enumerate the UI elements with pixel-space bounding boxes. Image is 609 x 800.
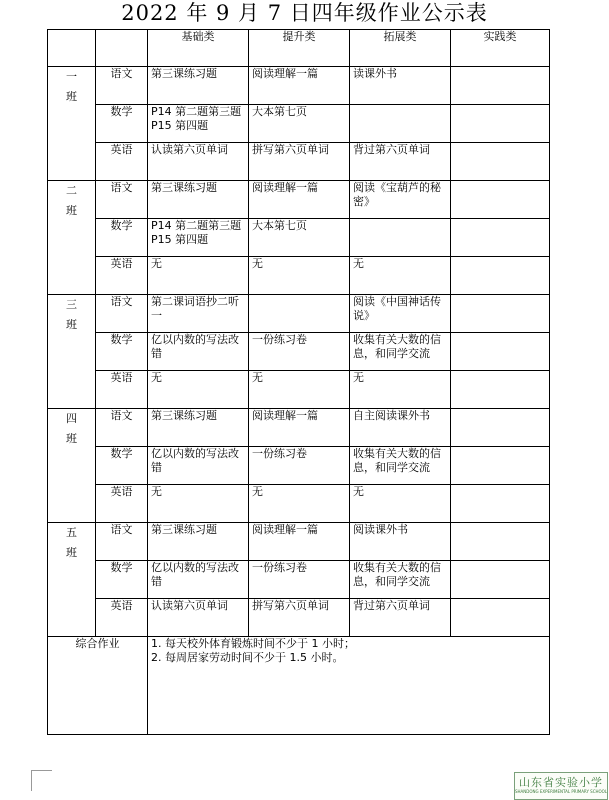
extend-task-cell: 背过第六页单词 <box>350 143 451 181</box>
basic-task-cell: 第三课练习题 <box>148 523 249 561</box>
header-cell-blank <box>48 30 96 67</box>
subject-cell: 语文 <box>96 295 148 333</box>
table-row <box>48 219 550 257</box>
header-practice: 实践类 <box>451 30 550 67</box>
practice-task-cell <box>451 409 550 447</box>
practice-task-cell <box>451 485 550 523</box>
improve-task-cell: 阅读理解一篇 <box>249 67 350 105</box>
basic-task-cell: 亿以内数的写法改错 <box>148 561 249 599</box>
zonghe-content <box>148 637 550 735</box>
improve-task-cell: 阅读理解一篇 <box>249 181 350 219</box>
basic-task-cell: 第二课词语抄二听一 <box>148 295 249 333</box>
class-name-cell <box>48 523 96 637</box>
zonghe-item: 1. 每天校外体育锻炼时间不少于 1 小时； <box>151 637 355 650</box>
extend-task-cell <box>350 105 451 143</box>
subject-cell: 数学 <box>96 333 148 371</box>
improve-task-cell <box>249 295 350 333</box>
extend-task-cell: 自主阅读课外书 <box>350 409 451 447</box>
class-name-cell <box>48 181 96 295</box>
subject-cell: 英语 <box>96 143 148 181</box>
subject-cell: 语文 <box>96 523 148 561</box>
school-logo <box>514 772 608 800</box>
improve-task-cell: 无 <box>249 485 350 523</box>
table-row <box>48 143 550 181</box>
class-name-cell <box>48 409 96 523</box>
basic-task-cell: 第三课练习题 <box>148 67 249 105</box>
school-logo-english: SHANDONG EXPERIMENTAL PRIMARY SCHOOL <box>515 789 607 794</box>
homework-table <box>47 29 550 735</box>
extend-task-cell: 读课外书 <box>350 67 451 105</box>
header-row <box>48 30 550 67</box>
subject-cell: 数学 <box>96 219 148 257</box>
improve-task-cell: 一份练习卷 <box>249 333 350 371</box>
extend-task-cell: 无 <box>350 257 451 295</box>
extend-task-cell: 阅读《宝葫芦的秘密》 <box>350 181 451 219</box>
table-row <box>48 181 550 219</box>
extend-task-cell: 背过第六页单词 <box>350 599 451 637</box>
practice-task-cell <box>451 67 550 105</box>
practice-task-cell <box>451 333 550 371</box>
subject-cell: 英语 <box>96 371 148 409</box>
basic-task-cell: 第三课练习题 <box>148 409 249 447</box>
extend-task-cell: 收集有关大数的信息，和同学交流 <box>350 333 451 371</box>
practice-task-cell <box>451 181 550 219</box>
subject-cell: 英语 <box>96 485 148 523</box>
subject-cell: 语文 <box>96 181 148 219</box>
basic-task-cell: P14 第二题第三题 P15 第四题 <box>148 105 249 143</box>
subject-cell: 数学 <box>96 447 148 485</box>
improve-task-cell: 拼写第六页单词 <box>249 143 350 181</box>
table-row <box>48 485 550 523</box>
practice-task-cell <box>451 257 550 295</box>
extend-task-cell <box>350 219 451 257</box>
improve-task-cell: 一份练习卷 <box>249 447 350 485</box>
class-name: 二班 <box>66 184 77 217</box>
improve-task-cell: 大本第七页 <box>249 105 350 143</box>
table-row <box>48 561 550 599</box>
extend-task-cell: 无 <box>350 371 451 409</box>
basic-task-cell: 无 <box>148 371 249 409</box>
zonghe-label: 综合作业 <box>48 637 148 735</box>
practice-task-cell <box>451 447 550 485</box>
class-name: 四班 <box>66 412 77 445</box>
table-row <box>48 409 550 447</box>
class-name: 五班 <box>66 526 77 559</box>
basic-task-cell: 认读第六页单词 <box>148 599 249 637</box>
practice-task-cell <box>451 561 550 599</box>
table-row <box>48 67 550 105</box>
practice-task-cell <box>451 599 550 637</box>
class-name-cell <box>48 295 96 409</box>
basic-task-cell: 无 <box>148 257 249 295</box>
basic-task-cell: 亿以内数的写法改错 <box>148 447 249 485</box>
extend-task-cell: 无 <box>350 485 451 523</box>
zonghe-item: 2. 每周居家劳动时间不少于 1.5 小时。 <box>151 651 344 664</box>
page-corner-mark <box>31 770 52 791</box>
improve-task-cell: 阅读理解一篇 <box>249 523 350 561</box>
extend-task-cell: 阅读《中国神话传说》 <box>350 295 451 333</box>
class-name-cell <box>48 67 96 181</box>
basic-task-cell: 认读第六页单词 <box>148 143 249 181</box>
practice-task-cell <box>451 105 550 143</box>
practice-task-cell <box>451 295 550 333</box>
subject-cell: 数学 <box>96 105 148 143</box>
class-name: 一班 <box>66 70 77 103</box>
subject-cell: 语文 <box>96 67 148 105</box>
basic-task-cell: 第三课练习题 <box>148 181 249 219</box>
basic-task-cell: 亿以内数的写法改错 <box>148 333 249 371</box>
page-title: 2022 年 9 月 7 日四年级作业公示表 <box>121 1 488 25</box>
table-row <box>48 371 550 409</box>
table-row <box>48 447 550 485</box>
table-row <box>48 105 550 143</box>
improve-task-cell: 无 <box>249 257 350 295</box>
basic-task-cell: P14 第二题第三题 P15 第四题 <box>148 219 249 257</box>
improve-task-cell: 大本第七页 <box>249 219 350 257</box>
improve-task-cell: 一份练习卷 <box>249 561 350 599</box>
table-row <box>48 295 550 333</box>
subject-cell: 语文 <box>96 409 148 447</box>
header-extend: 拓展类 <box>350 30 451 67</box>
table-row <box>48 523 550 561</box>
table-row <box>48 333 550 371</box>
practice-task-cell <box>451 523 550 561</box>
improve-task-cell: 拼写第六页单词 <box>249 599 350 637</box>
header-basic: 基础类 <box>148 30 249 67</box>
improve-task-cell: 阅读理解一篇 <box>249 409 350 447</box>
table-row <box>48 257 550 295</box>
subject-cell: 英语 <box>96 599 148 637</box>
practice-task-cell <box>451 143 550 181</box>
header-cell-blank-2 <box>96 30 148 67</box>
improve-task-cell: 无 <box>249 371 350 409</box>
practice-task-cell <box>451 219 550 257</box>
basic-task-cell: 无 <box>148 485 249 523</box>
practice-task-cell <box>451 371 550 409</box>
zonghe-row <box>48 637 550 735</box>
subject-cell: 数学 <box>96 561 148 599</box>
extend-task-cell: 收集有关大数的信息，和同学交流 <box>350 561 451 599</box>
extend-task-cell: 收集有关大数的信息，和同学交流 <box>350 447 451 485</box>
subject-cell: 英语 <box>96 257 148 295</box>
extend-task-cell: 阅读课外书 <box>350 523 451 561</box>
class-name: 三班 <box>66 298 77 331</box>
table-row <box>48 599 550 637</box>
school-logo-name: 山东省实验小学 <box>519 776 603 789</box>
header-improve: 提升类 <box>249 30 350 67</box>
